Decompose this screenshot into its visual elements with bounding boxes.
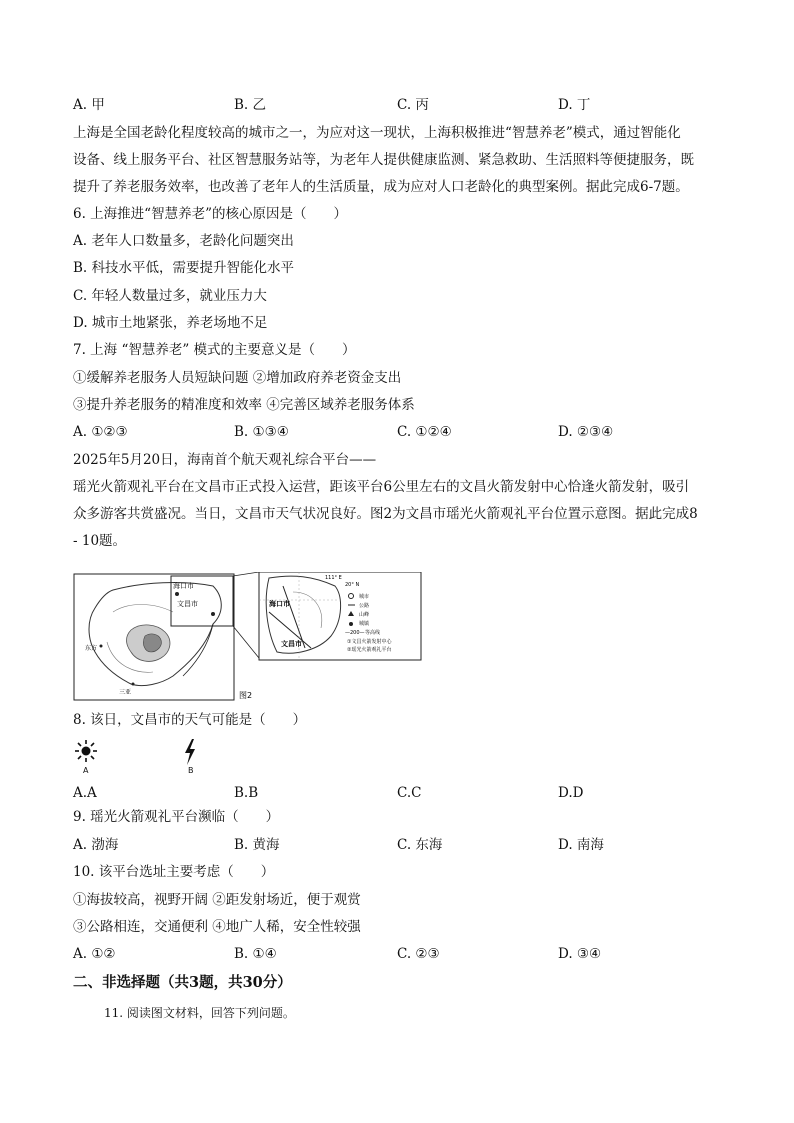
q8-option-a: A.A	[73, 785, 97, 801]
legend-label: 城市	[359, 594, 370, 600]
city-marker	[211, 612, 215, 616]
icon-label-b: B	[188, 766, 194, 775]
q10-statement: ③公路相连，交通便利 ④地广人稀，安全性较强	[73, 919, 361, 935]
q5-option-b: B. 乙	[234, 97, 267, 113]
q7-statement: ①缓解养老服务人员短缺问题 ②增加政府养老资金支出	[73, 370, 402, 386]
q8-option-d: D.D	[558, 785, 584, 801]
q10-option-a: A. ①②	[73, 946, 116, 962]
q6-option-a: A. 老年人口数量多，老龄化问题突出	[73, 233, 294, 249]
material2-line: 2025年5月20日，海南首个航天观礼综合平台——	[73, 452, 377, 468]
q5-option-a: A. 甲	[73, 97, 105, 113]
icon-label-a: A	[83, 766, 89, 775]
q7-stem: 7. 上海 “智慧养老” 模式的主要意义是（ ）	[73, 342, 356, 358]
q7-option-a: A. ①②③	[73, 424, 128, 440]
map-town-label: 东方	[85, 645, 98, 652]
legend-label: ②瑶光火箭观礼平台	[347, 647, 392, 653]
q8-option-c: C.C	[397, 785, 422, 801]
section-heading: 二、非选择题（共3题，共30分）	[73, 974, 292, 991]
material1-line: 上海是全国老龄化程度较高的城市之一，为应对这一现状，上海积极推进“智慧养老”模式，通过智能化	[73, 125, 681, 141]
inset-city-label: 海口市	[269, 600, 290, 608]
town-marker	[100, 645, 103, 648]
q8-option-b: B.B	[234, 785, 259, 801]
q7-statement: ③提升养老服务的精准度和效率 ④完善区域养老服务体系	[73, 397, 415, 413]
legend-label: 山峰	[359, 612, 370, 618]
q9-option-d: D. 南海	[558, 837, 604, 853]
material1-line: 提升了养老服务效率，也改善了老年人的生活质量，成为应对人口老龄化的典型案例。据此完成6-7题。	[73, 179, 689, 195]
latitude-label: 20° N	[345, 582, 360, 588]
q10-stem: 10. 该平台选址主要考虑（ ）	[73, 864, 275, 880]
map-city-label: 文昌市	[177, 600, 198, 608]
q8-stem: 8. 该日，文昌市的天气可能是（ ）	[73, 712, 307, 728]
city-marker	[175, 592, 179, 596]
q7-option-d: D. ②③④	[558, 424, 614, 440]
hainan-location-map	[73, 572, 423, 702]
town-marker	[132, 683, 135, 686]
material2-line: 瑶光火箭观礼平台在文昌市正式投入运营，距该平台6公里左右的文昌火箭发射中心恰逢火箭发射，吸引	[73, 479, 690, 495]
map-caption: 图2	[239, 691, 253, 700]
q10-statement: ①海拔较高，视野开阔 ②距发射场近，便于观赏	[73, 892, 361, 908]
legend-label: ①文昌火箭发射中心	[347, 639, 392, 645]
q6-option-c: C. 年轻人数量过多，就业压力大	[73, 288, 267, 304]
q5-option-d: D. 丁	[558, 97, 591, 113]
inset-city-label: 文昌市	[281, 640, 302, 648]
lightning-icon	[183, 739, 197, 765]
q6-option-b: B. 科技水平低，需要提升智能化水平	[73, 260, 295, 276]
material2-line: 众多游客共赏盛况。当日，文昌市天气状况良好。图2为文昌市瑶光火箭观礼平台位置示意图。据此完成8	[73, 506, 698, 522]
legend-label: 公路	[359, 603, 370, 609]
map-city-label: 海口市	[173, 582, 194, 590]
q10-option-d: D. ③④	[558, 946, 602, 962]
material1-line: 设备、线上服务平台、社区智慧服务站等，为老年人提供健康监测、紧急救助、生活照料等便捷服务，既	[73, 152, 694, 168]
q9-option-b: B. 黄海	[234, 837, 280, 853]
q7-option-b: B. ①③④	[234, 424, 289, 440]
sun-icon	[75, 740, 97, 762]
q11-stem: 11. 阅读图文材料，回答下列问题。	[104, 1006, 295, 1020]
q9-stem: 9. 瑶光火箭观礼平台濒临（ ）	[73, 809, 280, 825]
q10-option-c: C. ②③	[397, 946, 440, 962]
legend-label: 等高线	[365, 630, 381, 636]
longitude-label: 111° E	[325, 575, 342, 581]
legend-contour-symbol: —200—	[345, 630, 365, 636]
map-town-label: 三亚	[119, 689, 132, 696]
q7-option-c: C. ①②④	[397, 424, 452, 440]
q5-option-c: C. 丙	[397, 97, 429, 113]
q9-option-a: A. 渤海	[73, 837, 119, 853]
material2-line: - 10题。	[73, 533, 127, 549]
q6-option-d: D. 城市土地紧张，养老场地不足	[73, 315, 268, 331]
q9-option-c: C. 东海	[397, 837, 443, 853]
legend-town-symbol	[349, 622, 353, 626]
q6-stem: 6. 上海推进“智慧养老”的核心原因是（ ）	[73, 206, 347, 222]
q10-option-b: B. ①④	[234, 946, 277, 962]
legend-label: 城镇	[359, 621, 370, 627]
